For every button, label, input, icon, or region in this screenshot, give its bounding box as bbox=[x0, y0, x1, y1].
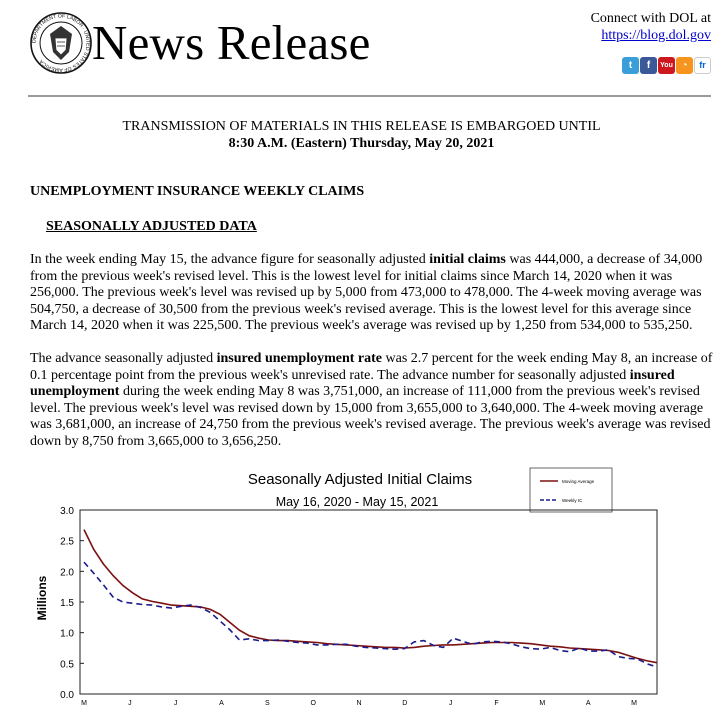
y-tick-label: 2.0 bbox=[60, 567, 74, 579]
facebook-icon[interactable]: f bbox=[640, 57, 657, 74]
youtube-icon[interactable]: You bbox=[658, 57, 675, 74]
blog-link[interactable]: https://blog.dol.gov bbox=[601, 28, 711, 43]
news-release-title: News Release bbox=[92, 15, 371, 70]
embargo-notice bbox=[0, 118, 723, 152]
y-axis-label: Millions bbox=[35, 575, 49, 621]
x-tick-label: F bbox=[494, 700, 499, 707]
header-divider bbox=[28, 95, 711, 97]
svg-text:DEPARTMENT OF LABOR · UNITED S: DEPARTMENT OF LABOR · UNITED STATES OF AMERICA bbox=[31, 13, 91, 73]
x-tick-label: M bbox=[81, 700, 87, 707]
y-tick-label: 3.0 bbox=[60, 506, 74, 517]
x-tick-label: D bbox=[402, 700, 408, 707]
y-tick-label: 1.5 bbox=[60, 598, 74, 609]
subsection-heading: SEASONALLY ADJUSTED DATA bbox=[46, 219, 257, 234]
chart-title: Seasonally Adjusted Initial Claims bbox=[247, 471, 473, 488]
x-tick-label: J bbox=[128, 700, 132, 707]
initial-claims-chart bbox=[0, 460, 723, 709]
flickr-icon[interactable]: fr bbox=[694, 57, 711, 74]
x-tick-label: J bbox=[448, 700, 453, 707]
twitter-icon[interactable]: t bbox=[622, 57, 639, 74]
legend-label-moving-average: Moving Average bbox=[562, 479, 595, 484]
x-tick-label: N bbox=[356, 700, 362, 707]
connect-text: Connect with DOL at bbox=[590, 11, 711, 26]
x-tick-label: A bbox=[219, 700, 224, 707]
x-tick-label: J bbox=[173, 700, 178, 707]
series-line-moving-average bbox=[84, 530, 657, 663]
x-tick-label: M bbox=[631, 700, 637, 707]
y-tick-label: 1.0 bbox=[60, 628, 74, 640]
y-tick-label: 0.0 bbox=[60, 690, 74, 701]
social-icons bbox=[622, 57, 711, 74]
x-tick-label: M bbox=[539, 700, 546, 707]
y-tick-label: 2.5 bbox=[60, 536, 74, 548]
insured-unemployment-paragraph: The advance seasonally adjusted insured unemployment rate was 2.7 percent for the week ending May 8, an increase of 0.1 percentage point from the previous week's unrevised rate. The advance number for seasonally adjusted insured unemployment during the week ending May 8 was 3,751,000, an increase of 111,000 from the previous week's revised level. The previous week's level was revised down by 15,000 from 3,655,000 to 3,640,000. The 4-week moving average was 3,681,000, an increase of 24,750 from the previous week's revised average. The previous week's average was revised down by 8,750 from 3,665,000 to 3,656,250. bbox=[30, 351, 713, 449]
plot-area bbox=[80, 510, 657, 694]
initial-claims-paragraph: In the week ending May 15, the advance figure for seasonally adjusted initial claims was 444,000, a decrease of 34,000 from the previous week's revised level. This is the lowest level for initial claims since March 14, 2020 when it was 256,000. The previous week's level was revised up by 5,000 from 473,000 to 478,000. The 4-week moving average was 504,750, a decrease of 30,500 from the previous week's revised average. This is the lowest level for this average since March 14, 2020 when it was 225,500. The previous week's average was revised up by 1,250 from 534,000 to 535,250. bbox=[30, 252, 703, 333]
x-tick-label: S bbox=[264, 700, 270, 707]
x-tick-label: O bbox=[310, 700, 316, 707]
section-heading: UNEMPLOYMENT INSURANCE WEEKLY CLAIMS bbox=[30, 184, 365, 199]
chart-legend bbox=[530, 468, 612, 512]
series-line-weekly-ic bbox=[84, 562, 657, 667]
embargo-line-2: 8:30 A.M. (Eastern) Thursday, May 20, 2021 bbox=[228, 136, 495, 151]
y-tick-label: 0.5 bbox=[60, 659, 74, 671]
x-tick-label: A bbox=[585, 700, 591, 707]
dol-seal-logo bbox=[30, 12, 92, 74]
connect-block bbox=[591, 10, 711, 44]
embargo-line-1: TRANSMISSION OF MATERIALS IN THIS RELEASE IS EMBARGOED UNTIL bbox=[122, 119, 601, 134]
legend-label-weekly: Weekly IC bbox=[562, 498, 583, 503]
rss-icon[interactable]: ◔ bbox=[676, 57, 693, 74]
chart-subtitle: May 16, 2020 - May 15, 2021 bbox=[275, 495, 439, 509]
